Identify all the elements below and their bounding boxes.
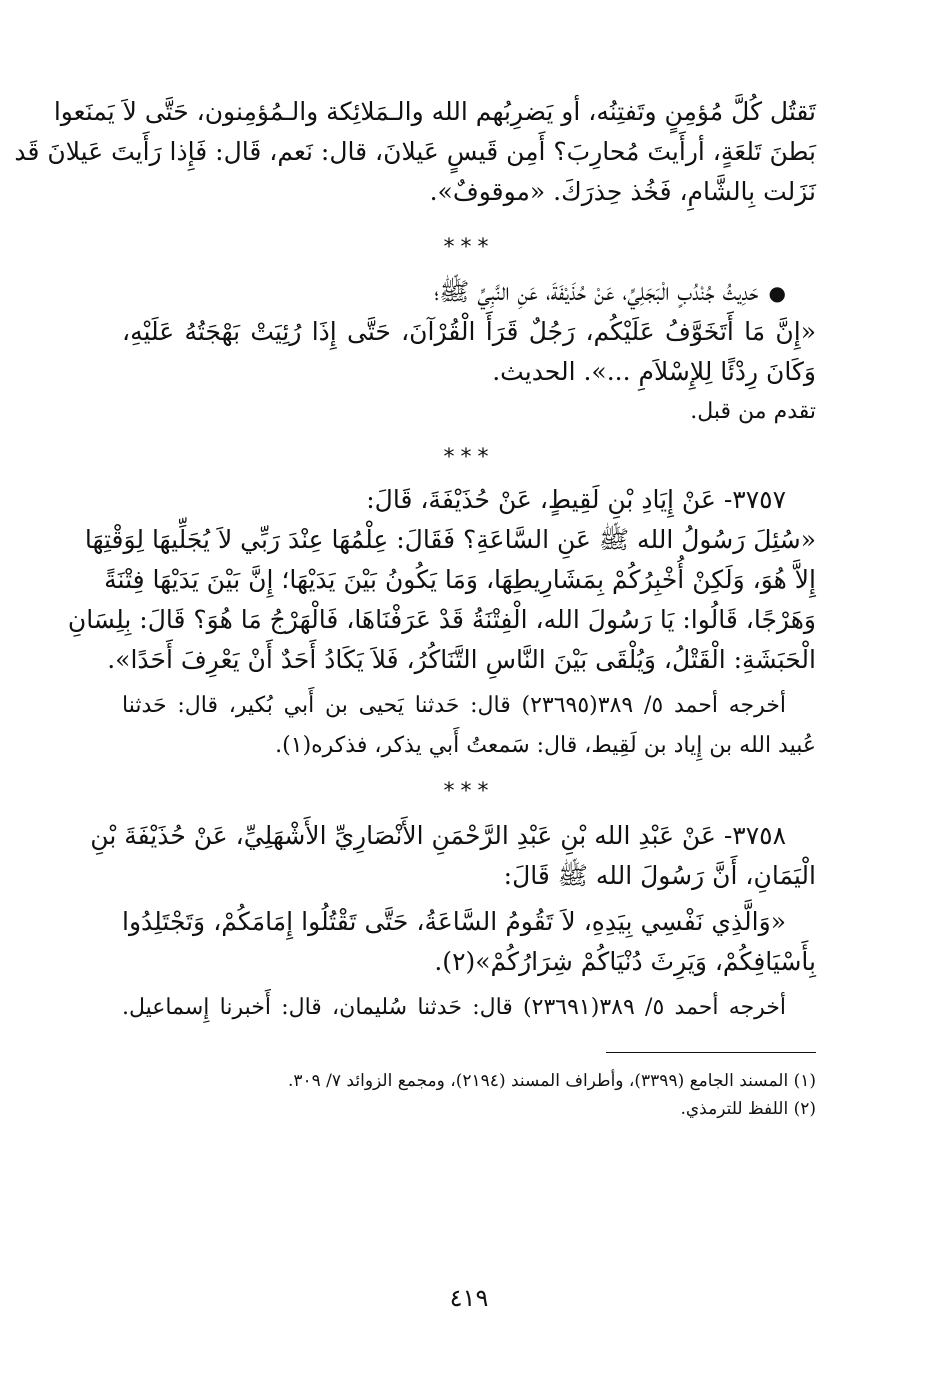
hadith-3758 xyxy=(90,816,816,1028)
paragraph-jundub xyxy=(122,272,816,432)
text-line: تَقتُل كُلَّ مُؤمِنٍ وتَفتِنُه، أو يَضرِبُهم الله والـمَلائِكة والـمُؤمِنون، حَتَّى لاَ يَمنَعوا xyxy=(53,97,816,126)
hadith-text-line: «سُئِلَ رَسُولُ الله ﷺ عَنِ السَّاعَةِ؟ فَقَالَ: عِلْمُهَا عِنْدَ رَبِّي لاَ يُجَلِّيهَا لِوَقْتِهَا xyxy=(84,525,816,554)
hadith-heading: ٣٧٥٨- عَنْ عَبْدِ الله بْنِ عَبْدِ الرَّحْمَنِ الأَنْصَارِيِّ الأَشْهَلِيِّ، عَنْ حُذَيْفَةَ بْنِ xyxy=(90,821,786,850)
hadith-text-line: بِأَسْيَافِكُمْ، وَيَرِثَ دُنْيَاكُمْ شِرَارُكُمْ»(٢). xyxy=(434,947,816,976)
hadith-3757 xyxy=(67,480,816,766)
hadith-title: حَدِيثُ جُنْدُبٍ الْبَجَلِيِّ، عَنْ حُذَيْفَةَ، عَنِ النَّبِيِّ ﷺ؛ xyxy=(434,277,759,306)
footnote: (١) المسند الجامع (٣٣٩٩)، وأطراف المسند (٢١٩٤)، ومجمع الزوائد ٧/ ٣٠٩. xyxy=(287,1071,816,1091)
text-line: نَزَلت بِالشَّامِ، فَخُذ حِذرَكَ. «موقوفٌ». xyxy=(429,177,816,206)
text-line xyxy=(122,272,816,312)
text-line: «إِنَّ مَا أَتَخَوَّفُ عَلَيْكُم، رَجُلٌ قَرَأَ الْقُرْآنَ، حَتَّى إِذَا رُئِيَتْ بَهْجَتُهُ عَلَيْهِ، xyxy=(122,317,816,346)
footnotes xyxy=(122,1067,816,1123)
text-line: بَطنَ تَلعَةٍ، أرأَيتَ مُحارِبَ؟ أَمِن قَيسٍ عَيلانَ، قال: نَعم، قَال: فَإِذا رَأَيتَ عَيلانَ قَد xyxy=(14,137,816,166)
section-separator: *** xyxy=(443,779,495,804)
section-separator: *** xyxy=(443,235,495,260)
takhrij-line: أخرجه أحمد ٥/ ٣٨٩(٢٣٦٩٥) قال: حَدثنا يَحيى بن أَبي بُكير، قال: حَدثنا xyxy=(122,693,786,718)
hadith-text-line: الْحَبَشَةِ: الْقَتْلُ، وَيُلْقَى بَيْنَ النَّاسِ التَّنَاكُرُ، فَلاَ يَكَادُ أَحَدٌ أَنْ يَعْرِفَ أَحَدًا». xyxy=(107,645,816,674)
paragraph-mawquf xyxy=(14,92,816,212)
footnote-divider xyxy=(606,1052,816,1053)
hadith-text-line: «وَالَّذِي نَفْسِي بِيَدِهِ، لاَ تَقُومُ السَّاعَةُ، حَتَّى تَقْتُلُوا إِمَامَكُمْ، وَتَجْتَلِدُوا xyxy=(122,907,786,936)
page-number: ٤١٩ xyxy=(449,1284,489,1312)
hadith-heading: ٣٧٥٧- عَنْ إِيَادِ بْنِ لَقِيطٍ، عَنْ حُذَيْفَةَ، قَالَ: xyxy=(366,485,786,514)
hadith-text-line: وَهَرْجًا، قَالُوا: يَا رَسُولَ الله، الْفِتْنَةُ قَدْ عَرَفْنَاهَا، فَالْهَرْجُ مَا هُوَ؟ قَالَ: بِلِسَانِ xyxy=(67,605,816,634)
takhrij-line: عُبيد الله بن إِياد بن لَقِيط، قال: سَمعتُ أَبي يذكر، فذكره(١). xyxy=(275,733,816,758)
cross-reference-note: تقدم من قبل. xyxy=(690,399,816,424)
hadith-text-line: إِلاَّ هُوَ، وَلَكِنْ أُخْبِرُكُمْ بِمَشَارِيطِهَا، وَمَا يَكُونُ بَيْنَ يَدَيْهَا؛ إِنَّ بَيْنَ يَدَيْهَا فِتْنَةً xyxy=(104,565,816,594)
hadith-heading: الْيَمَانِ، أَنَّ رَسُولَ الله ﷺ قَالَ: xyxy=(503,861,816,890)
text-line: وَكَانَ رِدْئًا لِلإِسْلاَمِ ...». الحديث. xyxy=(492,357,816,386)
bullet-icon: ● xyxy=(768,281,786,305)
takhrij-line: أخرجه أحمد ٥/ ٣٨٩(٢٣٦٩١) قال: حَدثنا سُليمان، قال: أَخبرنا إِسماعيل. xyxy=(122,995,787,1020)
footnote: (٢) اللفظ للترمذي. xyxy=(680,1099,816,1119)
section-separator: *** xyxy=(443,445,495,470)
